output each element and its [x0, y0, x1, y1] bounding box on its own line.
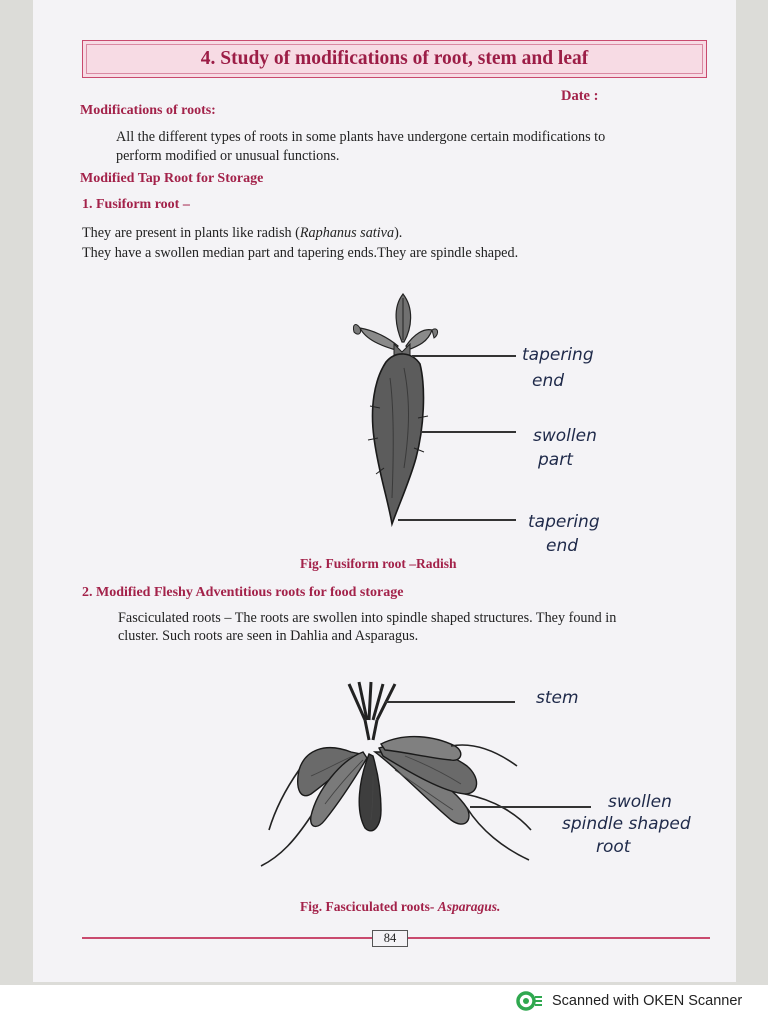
label-tapering-bottom-2: end — [546, 536, 579, 556]
pointer-line-swollen-root — [470, 806, 591, 808]
intro-line-1: All the different types of roots in some plants have undergone certain modifications to — [116, 129, 606, 145]
item-fusiform-title: 1. Fusiform root – — [82, 197, 190, 212]
pointer-line-top — [412, 355, 516, 357]
fasciculated-line-2: cluster. Such roots are seen in Dahlia and Asparagus. — [118, 628, 419, 644]
bottom-rule-right — [408, 937, 710, 939]
title-box — [82, 40, 707, 78]
label-swollen-root-1: swollen — [608, 792, 672, 812]
page-title: 4. Study of modifications of root, stem and leaf — [200, 48, 589, 69]
subheading-tap-root: Modified Tap Root for Storage — [80, 171, 264, 186]
label-swollen-root-3: root — [596, 837, 631, 857]
fasciculated-line-1: Fasciculated roots – The roots are swollen into spindle shaped structures. They found in — [118, 610, 617, 626]
fusiform-line-2: They have a swollen median part and tapering ends.They are spindle shaped. — [82, 245, 519, 261]
intro-line-2: perform modified or unusual functions. — [116, 148, 340, 164]
pointer-line-bottom — [398, 519, 516, 521]
label-swollen-root-2: spindle shaped — [562, 814, 691, 834]
fusiform-line-1: They are present in plants like radish (Raphanus sativa). — [82, 225, 403, 241]
page-number: 84 — [372, 930, 408, 947]
scanner-footer-text: Scanned with OKEN Scanner — [552, 993, 743, 1009]
figure2-caption: Fig. Fasciculated roots- Asparagus. — [300, 899, 501, 914]
label-swollen-2: part — [538, 450, 573, 470]
label-stem: stem — [536, 688, 579, 708]
bottom-rule-left — [82, 937, 372, 939]
section-heading-modifications: Modifications of roots: — [80, 103, 216, 118]
figure2-caption-species: Asparagus. — [437, 899, 501, 914]
section2-heading: 2. Modified Fleshy Adventitious roots for food storage — [82, 585, 404, 600]
label-tapering-top-1: tapering — [522, 345, 594, 365]
pointer-line-middle — [420, 431, 516, 433]
radish-illustration — [340, 288, 450, 533]
oken-logo-icon — [516, 991, 544, 1011]
asparagus-illustration — [255, 680, 545, 875]
label-swollen-1: swollen — [533, 426, 597, 446]
figure1-caption: Fig. Fusiform root –Radish — [300, 556, 457, 571]
label-tapering-bottom-1: tapering — [528, 512, 600, 532]
pointer-line-stem — [385, 701, 515, 703]
label-tapering-top-2: end — [532, 371, 565, 391]
date-label: Date : — [561, 88, 599, 104]
species-name: Raphanus sativa — [299, 225, 395, 241]
scanner-footer — [516, 991, 742, 1011]
